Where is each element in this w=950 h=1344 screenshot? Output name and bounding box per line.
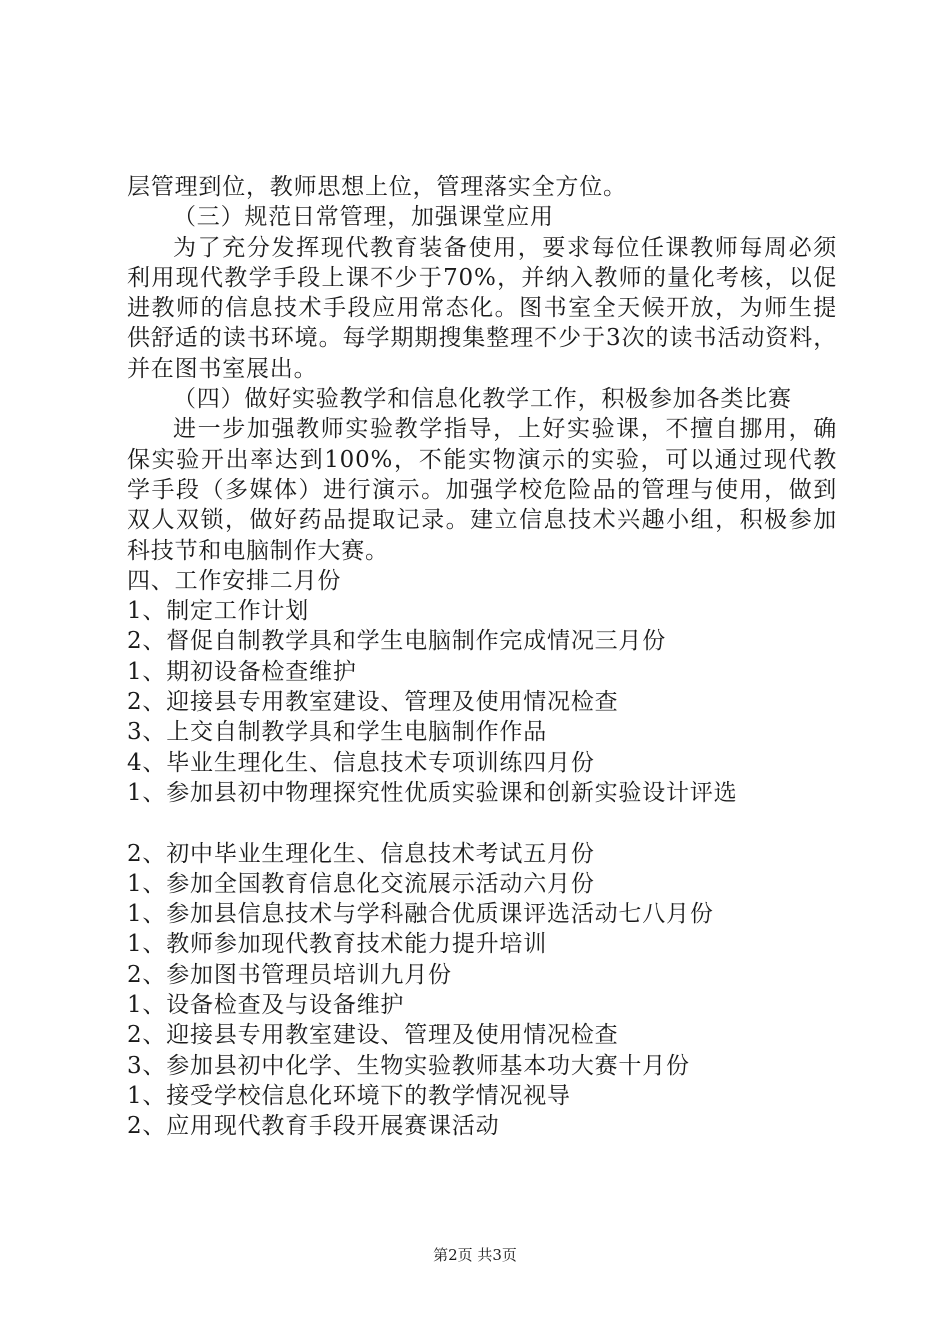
list-item: 1、接受学校信息化环境下的教学情况视导: [127, 1082, 571, 1109]
paragraph-experiment-teaching: 进一步加强教师实验教学指导，上好实验课，不擅自挪用，确保实验开出率达到100%，不能实物演示的实验，可以通过现代教学手段（多媒体）进行演示。加强学校危险品的管理与使用，做到双人双锁，做好药品提取记录。建立信息技术兴趣小组，积极参加科技节和电脑制作大赛。: [127, 416, 837, 564]
paragraph-continuation: 层管理到位，教师思想上位，管理落实全方位。: [127, 174, 627, 200]
section-heading-3: （三）规范日常管理，加强课堂应用: [173, 204, 554, 231]
list-item: 2、参加图书管理员培训九月份: [127, 961, 452, 988]
list-item: 2、迎接县专用教室建设、管理及使用情况检查: [127, 689, 619, 716]
list-item: 1、制定工作计划: [127, 598, 310, 625]
schedule-heading: 四、工作安排二月份: [127, 567, 342, 594]
paragraph-daily-management: 为了充分发挥现代教育装备使用，要求每位任课教师每周必须利用现代教学手段上课不少于70%，并纳入教师的量化考核，以促进教师的信息技术手段应用常态化。图书室全天候开放，为师生提供舒适的读书环境。每学期期搜集整理不少于3次的读书活动资料，并在图书室展出。: [127, 234, 837, 382]
list-item: 4、毕业生理化生、信息技术专项训练四月份: [127, 749, 595, 776]
list-item: 2、应用现代教育手段开展赛课活动: [127, 1113, 500, 1140]
list-item: 1、参加全国教育信息化交流展示活动六月份: [127, 870, 595, 897]
list-item: 1、参加县初中物理探究性优质实验课和创新实验设计评选: [127, 779, 738, 806]
blank-line: [127, 808, 837, 838]
list-item: 2、督促自制教学具和学生电脑制作完成情况三月份: [127, 628, 667, 655]
list-item: 3、参加县初中化学、生物实验教师基本功大赛十月份: [127, 1052, 690, 1079]
list-item: 3、上交自制教学具和学生电脑制作作品: [127, 719, 548, 746]
list-item: 2、迎接县专用教室建设、管理及使用情况检查: [127, 1022, 619, 1049]
list-item: 1、参加县信息技术与学科融合优质课评选活动七八月份: [127, 901, 714, 928]
list-item: 2、初中毕业生理化生、信息技术考试五月份: [127, 840, 595, 867]
list-item: 1、期初设备检查维护: [127, 658, 357, 685]
page-number: 第2页 共3页: [433, 1246, 517, 1264]
document-body: [127, 172, 837, 1142]
list-item: 1、设备检查及与设备维护: [127, 992, 405, 1019]
section-heading-4: （四）做好实验教学和信息化教学工作，积极参加各类比赛: [173, 386, 792, 413]
page-footer: [0, 1244, 950, 1265]
list-item: 1、教师参加现代教育技术能力提升培训: [127, 931, 548, 958]
